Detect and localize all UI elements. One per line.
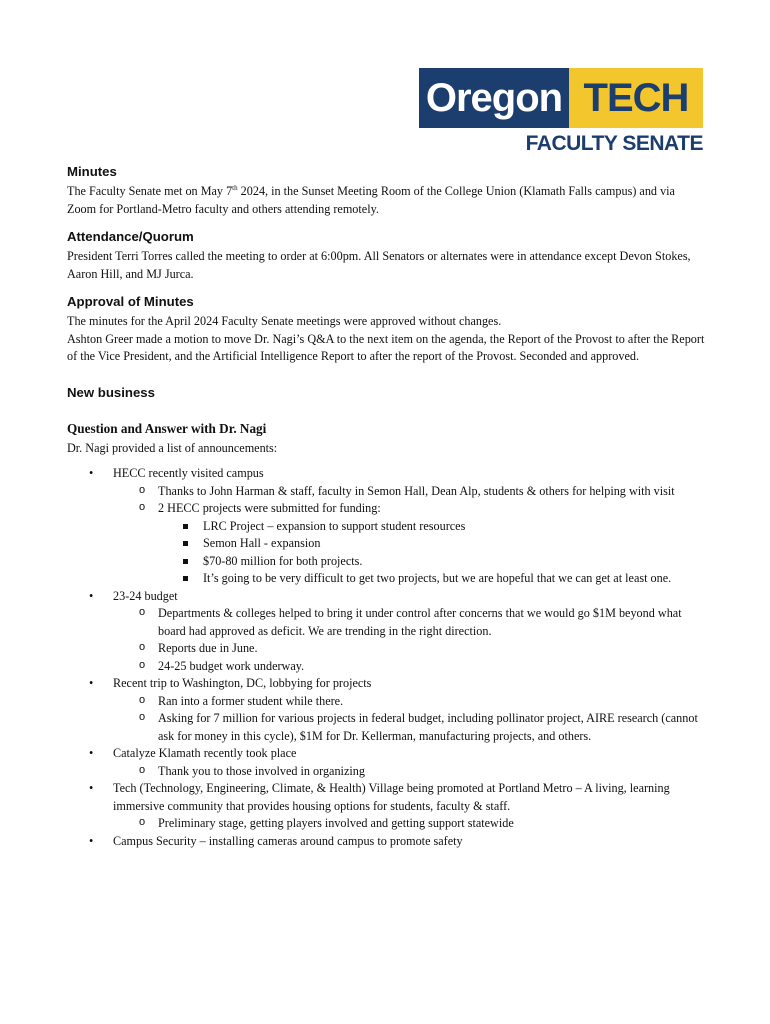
attendance-paragraph: President Terri Torres called the meeting to order at 6:00pm. All Senators or alternates were in attendance except Devon Stokes, Aaron Hill, and MJ Jurca. (67, 249, 691, 281)
list-item-text: Catalyze Klamath recently took place (113, 746, 297, 760)
list-item (67, 780, 707, 833)
minutes-paragraph (67, 183, 707, 218)
document-body (67, 163, 707, 850)
minutes-section (67, 163, 707, 218)
qa-heading: Question and Answer with Dr. Nagi (67, 420, 267, 436)
sub-list-item: o Thanks to John Harman & staff, faculty in Semon Hall, Dean Alp, students & others for helping with visit (113, 483, 707, 501)
sub-list-item: o Ran into a former student while there. (113, 693, 707, 711)
minutes-text-end: 2024, in the Sunset Meeting Room of the College Union (Klamath Falls campus) and via Zoom for Portland-Metro faculty and others attending remotely. (67, 184, 675, 216)
sub-sub-list-item: Semon Hall - expansion (158, 535, 707, 553)
sub-list-item: o 24-25 budget work underway. (113, 658, 707, 676)
minutes-heading: Minutes (67, 164, 117, 179)
minutes-date-ordinal: th (232, 183, 238, 192)
list-item (67, 465, 707, 588)
approval-heading: Approval of Minutes (67, 294, 194, 309)
list-item-text: Tech (Technology, Engineering, Climate, & Health) Village being promoted at Portland Metro – A living, learning immersive community that provides housing options for students, faculty & staff. (113, 781, 670, 813)
oregon-tech-faculty-senate-logo (419, 68, 703, 156)
sub-list-item: o Departments & colleges helped to bring it under control after concerns that we would go $1M beyond what board had approved as deficit. We are trending in the right direction. (113, 605, 707, 640)
sub-list-item-text: 2 HECC projects were submitted for funding: (158, 501, 381, 515)
list-item-text: HECC recently visited campus (113, 466, 264, 480)
sub-list (113, 693, 707, 746)
logo-word-oregon: Oregon (419, 68, 569, 128)
logo-word-tech: TECH (569, 68, 703, 128)
sub-sub-list-item: $70-80 million for both projects. (158, 553, 707, 571)
announcement-list (67, 465, 707, 850)
list-item-text: 23-24 budget (113, 588, 178, 603)
attendance-section (67, 228, 707, 283)
sub-sub-list-item: LRC Project – expansion to support student resources (158, 518, 707, 536)
sub-sub-list (158, 518, 707, 588)
sub-list-item: o Reports due in June. (113, 640, 707, 658)
new-business-section (67, 384, 707, 851)
approval-paragraph-1: The minutes for the April 2024 Faculty Senate meetings were approved without changes. (67, 314, 502, 328)
sub-sub-list-item: It’s going to be very difficult to get two projects, but we are hopeful that we can get at least one. (158, 570, 707, 588)
list-item (67, 833, 707, 851)
new-business-heading: New business (67, 384, 155, 400)
approval-section (67, 293, 707, 366)
list-item (67, 745, 707, 780)
attendance-heading: Attendance/Quorum (67, 229, 194, 244)
list-item (67, 588, 707, 676)
logo-subtitle: FACULTY SENATE (525, 132, 703, 155)
sub-list-item (113, 500, 707, 588)
list-item-text: Recent trip to Washington, DC, lobbying for projects (113, 676, 372, 690)
sub-list-item: o Thank you to those involved in organizing (113, 763, 707, 781)
logo-bar (419, 68, 703, 128)
sub-list-item: o Asking for 7 million for various projects in federal budget, including pollinator project, AIRE research (cannot ask for money in this cycle), $1M for Dr. Kellerman, manufacturing projects, and others. (113, 710, 707, 745)
list-item (67, 675, 707, 745)
approval-paragraph-2: Ashton Greer made a motion to move Dr. Nagi’s Q&A to the next item on the agenda, the Report of the Provost to after the Report of the Vice President, and the Artificial Intelligence Report to after the report of the Provost. Seconded and approved. (67, 331, 705, 363)
sub-list (113, 483, 707, 588)
qa-intro: Dr. Nagi provided a list of announcements: (67, 440, 278, 455)
sub-list (113, 815, 707, 833)
sub-list (113, 605, 707, 675)
sub-list (113, 763, 707, 781)
list-item-text: Campus Security – installing cameras around campus to promote safety (113, 833, 463, 848)
minutes-text-start: The Faculty Senate met on May 7 (67, 184, 233, 198)
sub-list-item: o Preliminary stage, getting players involved and getting support statewide (113, 815, 707, 833)
